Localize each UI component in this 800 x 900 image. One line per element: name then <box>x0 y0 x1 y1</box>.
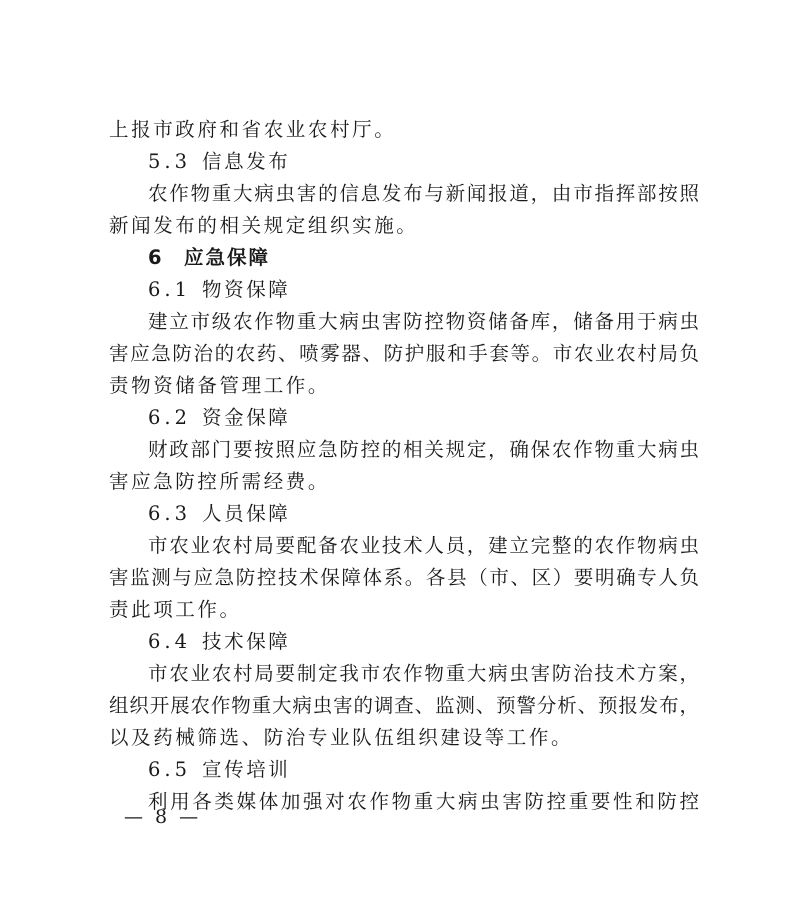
body-text-line: 责物资储备管理工作。 <box>109 374 331 397</box>
section-number: 6.5 <box>148 758 192 781</box>
body-text-line: 建立市级农作物重大病虫害防控物资储备库，储备用于病虫 <box>148 310 699 333</box>
body-text-line: 市农业农村局要配备农业技术人员，建立完整的农作物病虫 <box>148 534 699 557</box>
section-heading-6-2 <box>148 402 699 434</box>
body-text-line: 害应急防控所需经费。 <box>109 470 331 493</box>
body-text-line: 责此项工作。 <box>109 598 242 621</box>
section-title: 人员保障 <box>202 502 291 525</box>
section-title: 资金保障 <box>202 406 291 429</box>
section-heading-6-4 <box>148 626 699 658</box>
page-number: — 8 — <box>124 806 202 828</box>
body-text-line: 市农业农村局要制定我市农作物重大病虫害防治技术方案， <box>148 662 699 685</box>
chapter-number: 6 <box>148 246 166 269</box>
body-text-line: 利用各类媒体加强对农作物重大病虫害防控重要性和防控 <box>148 790 699 813</box>
section-number: 5.3 <box>148 150 192 173</box>
body-text-line: 组织开展农作物重大病虫害的调查、监测、预警分析、预报发布， <box>109 694 699 717</box>
section-number: 6.4 <box>148 630 192 653</box>
section-title: 技术保障 <box>202 630 291 653</box>
section-title: 宣传培训 <box>202 758 291 781</box>
section-heading-6-5 <box>148 754 699 786</box>
section-heading-6-1 <box>148 274 699 306</box>
section-number: 6.3 <box>148 502 192 525</box>
section-title: 物资保障 <box>202 278 291 301</box>
body-text-line: 害应急防治的农药、喷雾器、防护服和手套等。市农业农村局负 <box>109 342 699 365</box>
body-text-line: 害监测与应急防控技术保障体系。各县（市、区）要明确专人负 <box>109 566 699 589</box>
section-heading-6-3 <box>148 498 699 530</box>
section-title: 信息发布 <box>202 150 291 173</box>
section-number: 6.2 <box>148 406 192 429</box>
chapter-heading-6 <box>148 242 699 274</box>
body-text-line: 农作物重大病虫害的信息发布与新闻报道，由市指挥部按照 <box>148 182 699 205</box>
chapter-title: 应急保障 <box>184 246 271 269</box>
section-number: 6.1 <box>148 278 192 301</box>
body-text-line: 财政部门要按照应急防控的相关规定，确保农作物重大病虫 <box>148 438 699 461</box>
body-text-line: 以及药械筛选、防治专业队伍组织建设等工作。 <box>109 726 574 749</box>
body-text-line: 上报市政府和省农业农村厅。 <box>109 118 397 141</box>
section-heading-5-3 <box>148 146 699 178</box>
body-text-line: 新闻发布的相关规定组织实施。 <box>109 214 419 237</box>
